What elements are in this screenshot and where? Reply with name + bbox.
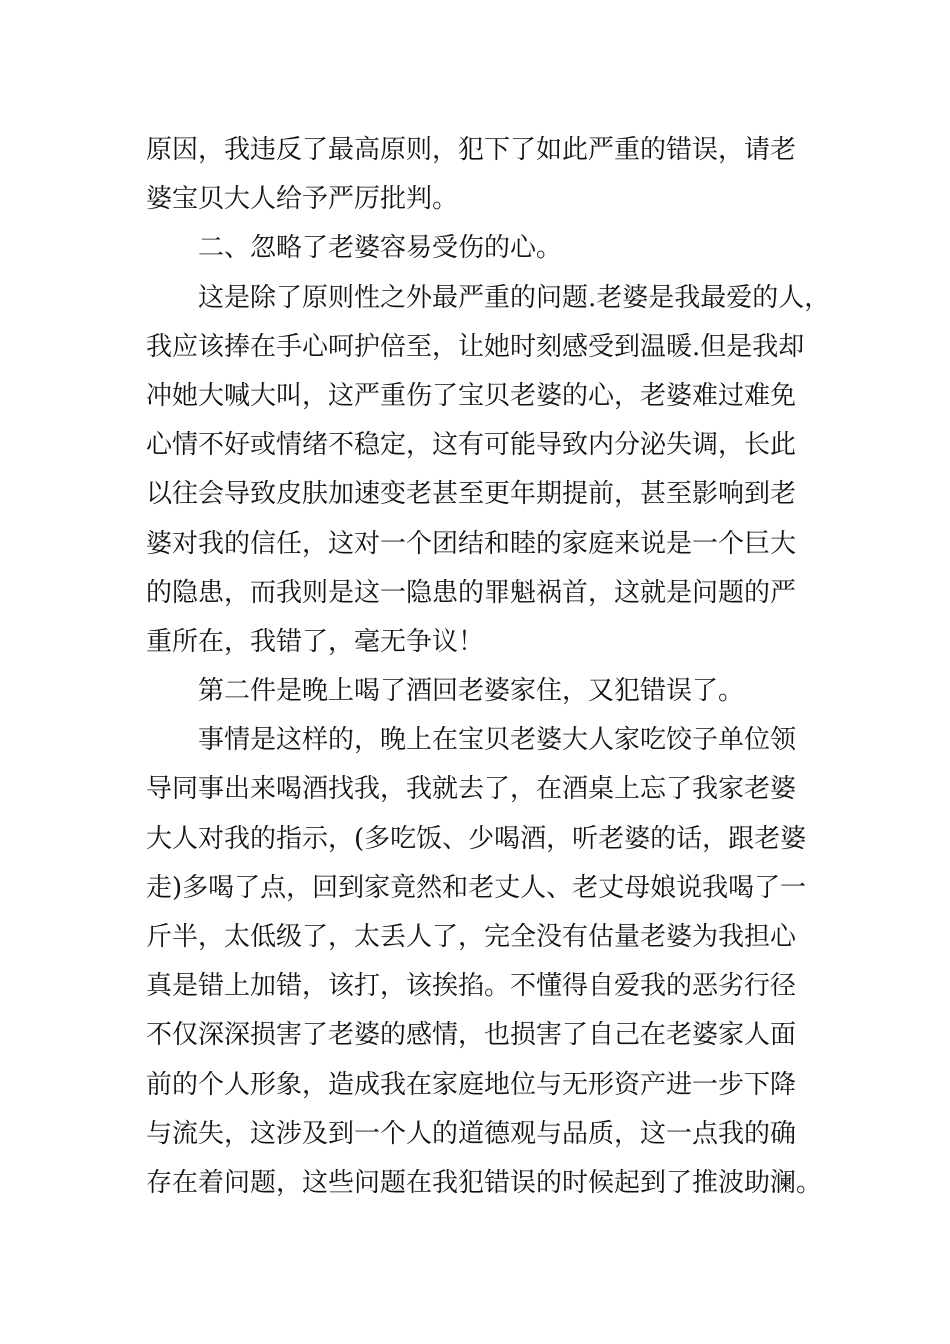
text-line: 我应该捧在手心呵护倍至，让她时刻感受到温暖.但是我却 (146, 331, 805, 362)
section-heading: 第二件是晚上喝了酒回老婆家住，又犯错误了。 (198, 676, 745, 707)
text-line: 不仅深深损害了老婆的感情，也损害了自己在老婆家人面 (146, 1020, 797, 1051)
text-line: 导同事出来喝酒找我，我就去了，在酒桌上忘了我家老婆 (146, 774, 797, 805)
text-line: 的隐患，而我则是这一隐患的罪魁祸首，这就是问题的严 (146, 577, 797, 608)
document-body (146, 126, 831, 1208)
text-line: 心情不好或情绪不稳定，这有可能导致内分泌失调，长此 (146, 430, 797, 461)
text-line: 重所在，我错了，毫无争议！ (146, 626, 485, 657)
text-line: 事情是这样的，晚上在宝贝老婆大人家吃饺子单位领 (198, 725, 797, 756)
text-line: 冲她大喊大叫，这严重伤了宝贝老婆的心，老婆难过难免 (146, 380, 797, 411)
text-line: 婆宝贝大人给予严厉批判。 (146, 184, 459, 215)
text-line: 前的个人形象，造成我在家庭地位与无形资产进一步下降 (146, 1069, 797, 1100)
text-line: 与流失，这涉及到一个人的道德观与品质，这一点我的确 (146, 1118, 797, 1149)
text-line: 婆对我的信任，这对一个团结和睦的家庭来说是一个巨大 (146, 528, 797, 559)
text-line: 存在着问题，这些问题在我犯错误的时候起到了推波助澜。 (146, 1167, 823, 1198)
text-line: 原因，我违反了最高原则，犯下了如此严重的错误，请老 (146, 135, 797, 165)
text-line: 这是除了原则性之外最严重的问题.老婆是我最爱的人， (198, 282, 831, 313)
section-heading: 二、忽略了老婆容易受伤的心。 (198, 233, 563, 264)
text-line: 真是错上加错，该打，该挨掐。不懂得自爱我的恶劣行径 (146, 971, 797, 1002)
text-line: 走)多喝了点，回到家竟然和老丈人、老丈母娘说我喝了一 (146, 872, 807, 903)
text-line: 大人对我的指示，(多吃饭、少喝酒，听老婆的话，跟老婆 (146, 823, 807, 854)
text-line: 斤半，太低级了，太丢人了，完全没有估量老婆为我担心 (146, 922, 797, 952)
text-line: 以往会导致皮肤加速变老甚至更年期提前，甚至影响到老 (146, 479, 797, 510)
